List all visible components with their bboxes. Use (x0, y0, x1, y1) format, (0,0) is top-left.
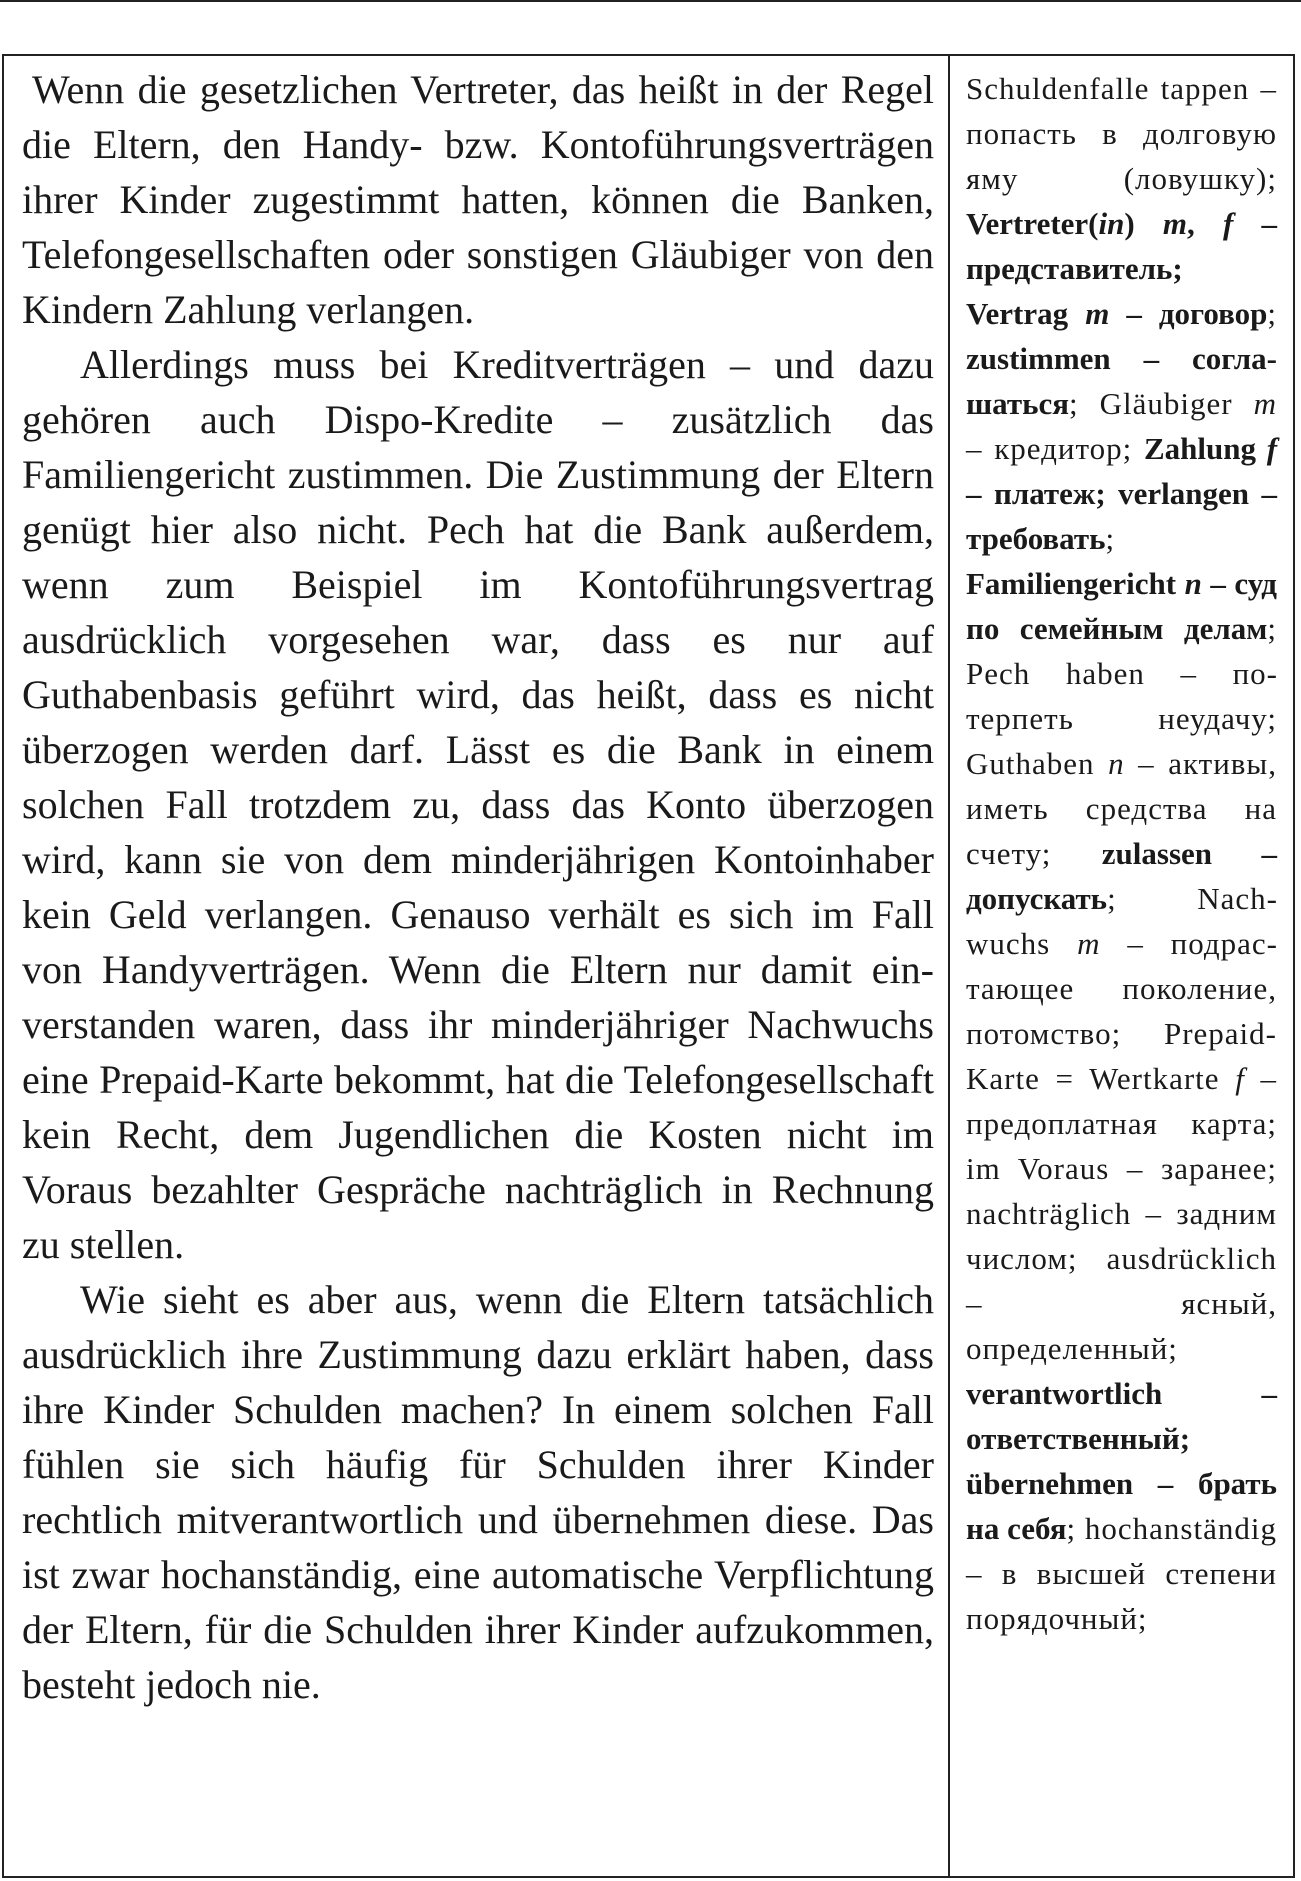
glossary-run: m (1253, 386, 1277, 421)
glossary-run: ; Pech haben – потерпеть неудачу; Guthaben (966, 611, 1277, 781)
glossary-run: in (1098, 206, 1125, 241)
glossary-run: Vertreter( (966, 206, 1099, 241)
glossary-run: – кредитор; (966, 431, 1144, 466)
glossary-run: zustimmen – соглашаться (966, 341, 1277, 421)
paragraph-3: Wie sieht es aber aus, wenn die Eltern tatsächlich ausdrücklich ihre Zustimmung dazu erklärt haben, dass ihre Kinder Schulden machen? In einem solchen Fall fühlen sie sich häufig für Schulden ihrer Kinder rechtlich mitverantwortlich und übernehmen diese. Das ist zwar hochanständig, eine automatische Verpflichtung der Eltern, für die Schulden ihrer Kinder aufzukommen, besteht jedoch nie. (22, 1277, 934, 1707)
glossary-run: , (1187, 206, 1223, 241)
glossary-run: ; (1105, 521, 1116, 556)
glossary-run: – подрастающее поколение, потомство; Prepaid-Karte = Wertkarte (966, 926, 1277, 1096)
glossary-run: ; Gläubiger (1069, 386, 1254, 421)
glossary-run: verantwortlich – ответственный; übernehmen – брать на себя (966, 1376, 1277, 1546)
glossary-run: f (1222, 206, 1234, 241)
glossary-run: m (1085, 296, 1110, 331)
glossary-run: f (1266, 431, 1278, 466)
glossary-run: m (1162, 206, 1188, 241)
glossary-run: n (1108, 746, 1125, 781)
glossary-run: ; hochanständig – в высшей степени порядочный; (966, 1511, 1277, 1636)
glossary-run: – предоплатная карта; im Voraus – заранее; nachträglich – задним числом; ausdrücklich – ясный, определенный; (966, 1061, 1277, 1366)
glossary-run: ; Nachwuchs (966, 881, 1277, 961)
glossary-text (966, 66, 1277, 1641)
glossary-run: ) (1124, 206, 1163, 241)
glossary-run: – платеж; verlangen – требовать (966, 476, 1277, 556)
glossary-run: – договор (1109, 296, 1268, 331)
glossary-run: m (1077, 926, 1101, 961)
glossary-run: zulassen – допускать (966, 836, 1277, 916)
glossary-run: – суд по семейным делам (966, 566, 1277, 646)
glossary-run: n (1184, 566, 1202, 601)
glossary-run: – представитель; Vertrag (966, 206, 1278, 331)
text-frame (2, 54, 1295, 1878)
paragraph-2: Allerdings muss bei Kreditverträgen – und dazu gehören auch Dispo-Kredite – zusätzlich das Familiengericht zustimmen. Die Zustimmung der Eltern genügt hier also nicht. Pech hat die Bank außerdem, wenn zum Beispiel im Kontoführungsvertrag ausdrücklich vorgesehen war, dass es nur auf Guthabenbasis geführt wird, das heißt, dass es nicht überzogen werden darf. Lässt es die Bank in einem solchen Fall trotzdem zu, dass das Konto überzogen wird, kann sie von dem minderjährigen Kontoinhaber kein Geld verlangen. Genauso verhält es sich im Fall von Handyverträgen. Wenn die Eltern nur damit einverstanden waren, dass ihr minderjähriger Nachwuchs eine Prepaid-Karte bekommt, hat die Telefongesellschaft kein Recht, dem Jugendlichen die Kosten nicht im Voraus bezahlter Gespräche nachträglich in Rechnung zu stellen. (22, 342, 934, 1267)
glossary-run: – активы, иметь средства на счету; (966, 746, 1277, 871)
top-rule (0, 0, 1301, 2)
glossary-run: f (1235, 1061, 1245, 1096)
glossary-run: Zahlung (1143, 431, 1267, 466)
glossary-run: ; (1267, 296, 1277, 331)
paragraph-1: Wenn die gesetzlichen Vertreter, das heißt in der Regel die Eltern, den Handy- bzw. Kontoführungsverträgen ihrer Kinder zugestimmt hatten, können die Banken, Telefongesellschaften oder sonstigen Gläubiger von den Kindern Zahlung verlangen. (22, 67, 934, 332)
glossary-run: Schuldenfalle tappen – попасть в долговую яму (ловушку); (966, 71, 1277, 196)
glossary-run: Familiengericht (966, 566, 1185, 601)
main-text-column (4, 56, 950, 1876)
glossary-column (950, 56, 1293, 1876)
